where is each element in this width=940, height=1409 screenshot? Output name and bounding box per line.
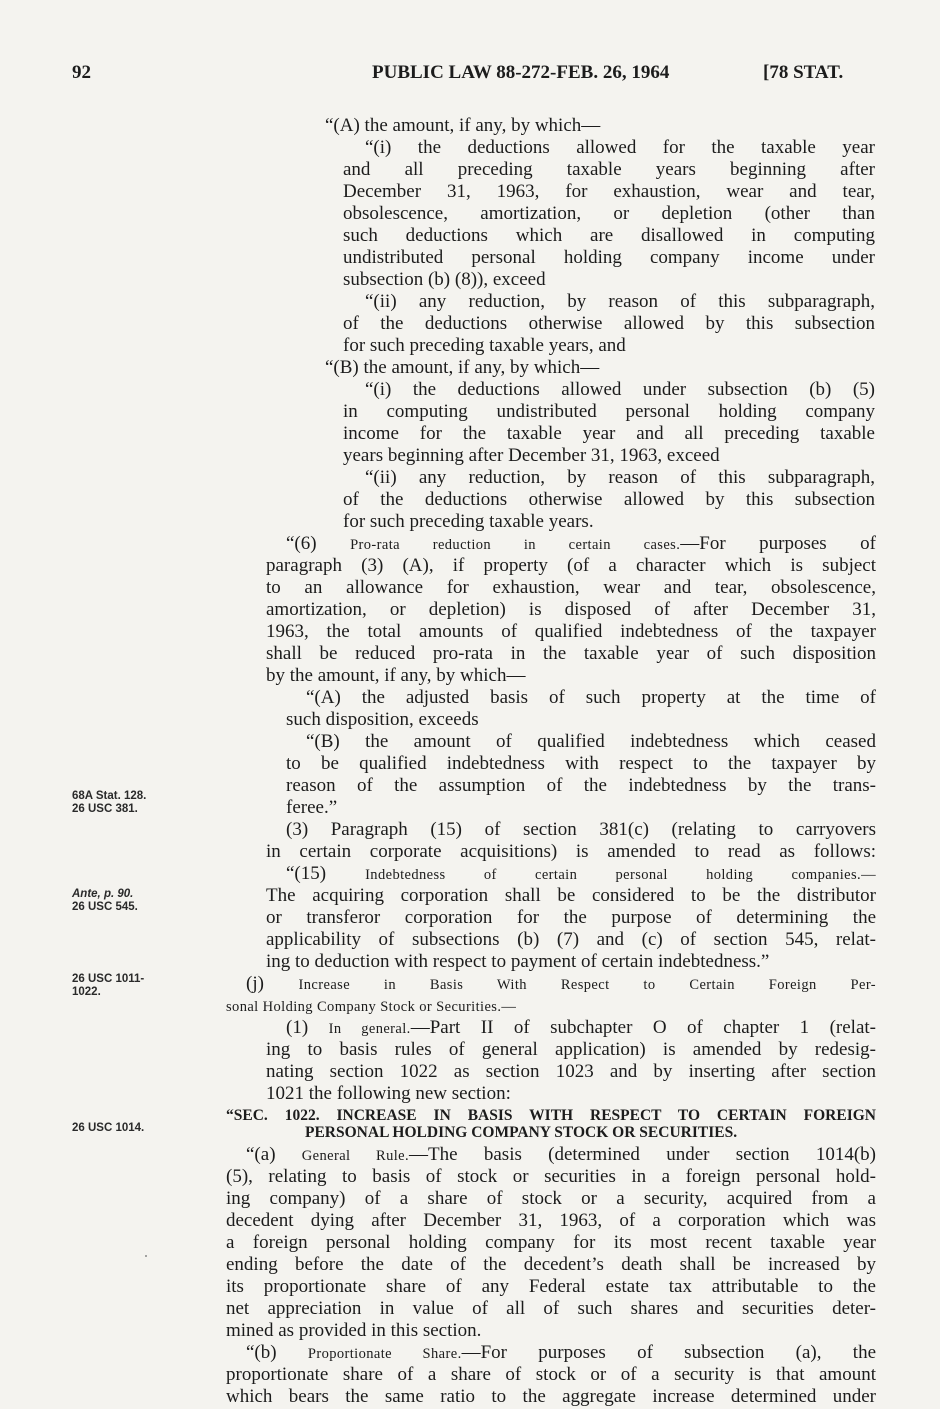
general-rule-heading: General Rule.	[301, 1148, 410, 1164]
text-line: subsection (b) (8)), exceed	[343, 269, 546, 290]
text-line: its proportionate share of any Federal estate tax attributable to the	[226, 1276, 876, 1297]
text-line: of the deductions otherwise allowed by this subsection	[343, 313, 875, 334]
text-line: “(A) the adjusted basis of such property at the time of	[306, 687, 876, 708]
text-line: “(i) the deductions allowed under subsection (b) (5)	[365, 379, 875, 400]
pro-rata-heading: Pro-rata reduction in certain cases.	[350, 537, 681, 553]
text-line: years beginning after December 31, 1963, exceed	[343, 445, 720, 466]
text-line: “(B) the amount, if any, by which—	[325, 357, 600, 378]
section-1022-heading-cont: PERSONAL HOLDING COMPANY STOCK OR SECURITIES.	[305, 1124, 738, 1141]
text-line: shall be reduced pro-rata in the taxable year of such disposition	[266, 643, 876, 664]
in-general-heading: In general.	[328, 1021, 411, 1037]
text-line: paragraph (3) (A), if property (of a character which is subject	[266, 555, 876, 576]
proportionate-share-heading: Proportionate Share.	[307, 1346, 462, 1362]
text-line: “(i) the deductions allowed for the taxable year	[365, 137, 875, 158]
margin-note-68a-stat: 68A Stat. 128. 26 USC 381.	[72, 790, 147, 815]
section-1022-heading: “SEC. 1022. INCREASE IN BASIS WITH RESPECT TO CERTAIN FOREIGN	[226, 1107, 876, 1124]
text-line: ing company) of a share of stock or a security, acquired from a	[226, 1188, 876, 1209]
text-line: income for the taxable year and all preceding taxable	[343, 423, 875, 444]
text-line: ending before the date of the decedent’s death shall be increased by	[226, 1254, 876, 1275]
text-line: applicability of subsections (b) (7) and (c) of section 545, relat-	[266, 929, 876, 950]
text-line: to an allowance for exhaustion, wear and tear, obsolescence,	[266, 577, 876, 598]
proportionate-share-line: “(b) Proportionate Share.—For purposes of subsection (a), the	[246, 1342, 876, 1363]
text-line: “(ii) any reduction, by reason of this subparagraph,	[365, 467, 875, 488]
statute-reference: [78 STAT.	[763, 62, 844, 83]
text-line: or transferor corporation for the purpose of determining the	[266, 907, 876, 928]
text-line: such deductions which are disallowed in computing	[343, 225, 875, 246]
text-line: undistributed personal holding company income under	[343, 247, 875, 268]
subsection-j-heading-cont: sonal Holding Company Stock or Securities.—	[226, 999, 517, 1015]
running-title: PUBLIC LAW 88-272-FEB. 26, 1964	[372, 62, 670, 83]
indebtedness-heading: Indebtedness of certain personal holding companies.—	[365, 867, 876, 883]
text-line: in computing undistributed personal holding company	[343, 401, 875, 422]
pro-rata-heading-line: “(6) Pro-rata reduction in certain cases.—For purposes of	[286, 533, 876, 554]
text-line: to be qualified indebtedness with respect to the taxpayer by	[286, 753, 876, 774]
text-line: proportionate share of a share of stock or of a security is that amount	[226, 1364, 876, 1385]
text-line: “(A) the amount, if any, by which—	[325, 115, 601, 136]
text-line: ing to deduction with respect to payment of certain indebtedness.”	[266, 951, 770, 972]
text-line: for such preceding taxable years.	[343, 511, 594, 532]
margin-note-26-usc-1014: 26 USC 1014.	[72, 1122, 145, 1134]
subsection-j-heading: (j) Increase in Basis With Respect to Certain Foreign Per-	[246, 973, 876, 994]
page-header	[0, 62, 940, 90]
text-line: “(ii) any reduction, by reason of this subparagraph,	[365, 291, 875, 312]
page-number: 92	[72, 62, 91, 83]
margin-dot	[145, 1255, 147, 1257]
in-general-line: (1) In general.—Part II of subchapter O of chapter 1 (relat-	[286, 1017, 876, 1038]
text-line: (3) Paragraph (15) of section 381(c) (relating to carryovers	[286, 819, 876, 840]
text-line: a foreign personal holding company for its most recent taxable year	[226, 1232, 876, 1253]
text-line: for such preceding taxable years, and	[343, 335, 626, 356]
text-line: of the deductions otherwise allowed by this subsection	[343, 489, 875, 510]
text-line: reason of the assumption of the indebtedness by the trans-	[286, 775, 876, 796]
text-line: by the amount, if any, by which—	[266, 665, 526, 686]
text-line: ing to basis rules of general application) is amended by redesig-	[266, 1039, 876, 1060]
indebtedness-heading-line: “(15) Indebtedness of certain personal holding companies.—	[286, 863, 876, 884]
text-line: nating section 1022 as section 1023 and by inserting after section	[266, 1061, 876, 1082]
text-line: 1021 the following new section:	[266, 1083, 511, 1104]
text-line: mined as provided in this section.	[226, 1320, 482, 1341]
text-line: feree.”	[286, 797, 338, 818]
text-line: (5), relating to basis of stock or securities in a foreign personal hold-	[226, 1166, 876, 1187]
text-line: 1963, the total amounts of qualified indebtedness of the taxpayer	[266, 621, 876, 642]
text-line: amortization, or depletion) is disposed of after December 31,	[266, 599, 876, 620]
margin-note-ante: Ante, p. 90. 26 USC 545.	[72, 888, 138, 913]
text-line: The acquiring corporation shall be considered to be the distributor	[266, 885, 876, 906]
text-line: such disposition, exceeds	[286, 709, 479, 730]
text-line: in certain corporate acquisitions) is amended to read as follows:	[266, 841, 876, 862]
margin-note-26-usc-1011: 26 USC 1011- 1022.	[72, 973, 145, 998]
general-rule-line: “(a) General Rule.—The basis (determined under section 1014(b)	[246, 1144, 876, 1165]
text-line: decedent dying after December 31, 1963, of a corporation which was	[226, 1210, 876, 1231]
text-line: and all preceding taxable years beginning after	[343, 159, 875, 180]
text-line: net appreciation in value of all of such shares and securities deter-	[226, 1298, 876, 1319]
text-line: “(B) the amount of qualified indebtedness which ceased	[306, 731, 876, 752]
text-line: December 31, 1963, for exhaustion, wear and tear,	[343, 181, 875, 202]
text-line: obsolescence, amortization, or depletion (other than	[343, 203, 875, 224]
text-line: which bears the same ratio to the aggregate increase determined under	[226, 1386, 876, 1407]
